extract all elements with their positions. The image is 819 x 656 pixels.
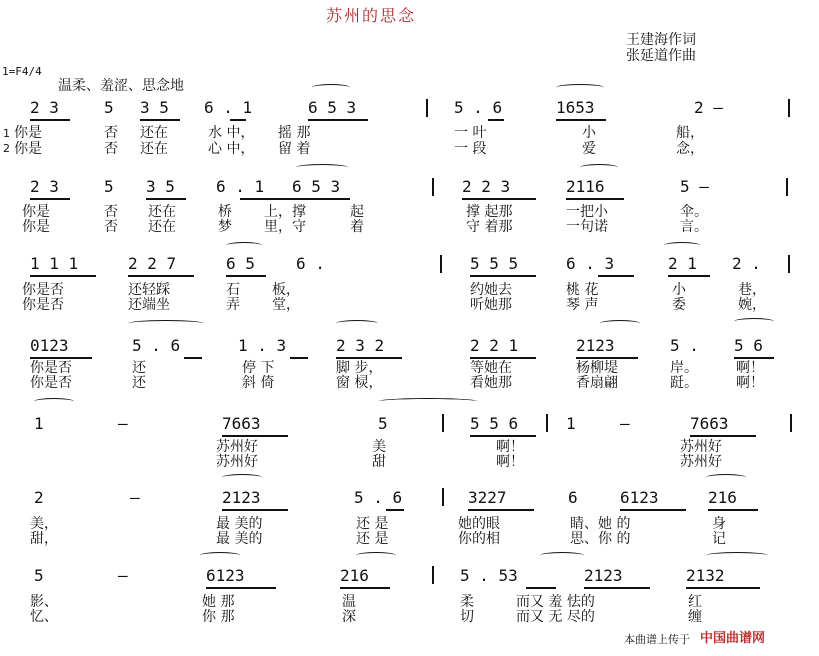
lyric: 还在 xyxy=(140,141,168,157)
lyric: 撑 起那 xyxy=(466,204,513,220)
lyric: 思、你 的 xyxy=(570,531,631,547)
note-group: — xyxy=(118,566,128,585)
lyric: 你是 xyxy=(14,125,42,141)
note-group: 5 xyxy=(378,414,388,433)
lyric: 你是否 xyxy=(22,282,64,298)
note-group: 6 5 3 xyxy=(308,98,357,117)
lyric: 还 xyxy=(132,360,146,376)
lyric: 你是 xyxy=(22,219,50,235)
lyric: 你 那 xyxy=(202,609,235,625)
lyric: 桥 xyxy=(218,204,232,220)
lyric: 念， xyxy=(676,141,704,157)
composer-credit: 张延道作曲 xyxy=(626,48,696,64)
lyric: 约她去 xyxy=(470,282,512,298)
barline xyxy=(788,99,790,117)
note-group: 6 5 xyxy=(226,254,255,273)
note-group: 2 3 2 xyxy=(336,336,385,355)
lyric: 忆、 xyxy=(30,609,58,625)
lyric: 睛、她 的 xyxy=(570,516,631,532)
barline xyxy=(546,414,548,432)
lyric: 小 xyxy=(582,125,596,141)
barline xyxy=(440,255,442,273)
lyric: 你是否 xyxy=(30,360,72,376)
note-group: 5 xyxy=(34,566,44,585)
lyric: 最 美的 xyxy=(216,531,263,547)
note-group: 3 5 xyxy=(146,177,175,196)
lyric: 你是 xyxy=(14,141,42,157)
lyric: 板， xyxy=(272,282,300,298)
lyric: 弄 xyxy=(226,297,240,313)
note-group: 7663 xyxy=(690,414,729,433)
note-group: 2123 xyxy=(576,336,615,355)
lyric: 深 xyxy=(342,609,356,625)
lyric: 甜， xyxy=(30,531,58,547)
lyric: 美 xyxy=(372,439,386,455)
lyric: 你是 xyxy=(22,204,50,220)
note-group: 3227 xyxy=(468,488,507,507)
lyric: 还在 xyxy=(140,125,168,141)
lyric: 美， xyxy=(30,516,58,532)
note-group: 216 xyxy=(340,566,369,585)
lyric: 起 xyxy=(350,204,364,220)
note-group: 6 . 1 xyxy=(216,177,265,196)
lyric: 跹。 xyxy=(670,375,698,391)
lyric: 里，守 xyxy=(264,219,306,235)
lyric: 啊！ xyxy=(736,360,764,376)
lyric: 温 xyxy=(342,594,356,610)
lyric: 记 xyxy=(712,531,726,547)
lyric: 心 中， xyxy=(208,141,255,157)
lyric: 你是否 xyxy=(30,375,72,391)
note-group: 2 3 xyxy=(30,98,59,117)
note-group: 6123 xyxy=(206,566,245,585)
lyric: 最 美的 xyxy=(216,516,263,532)
upload-note: 本曲谱上传于 xyxy=(624,633,690,646)
lyric: 委 xyxy=(672,297,686,313)
lyric: 船， xyxy=(676,125,704,141)
lyric: 你是否 xyxy=(22,297,64,313)
lyric: 桃 花 xyxy=(566,282,599,298)
note-group: 1 1 1 xyxy=(30,254,79,273)
lyric: 岸。 xyxy=(670,360,698,376)
lyric: 还 xyxy=(132,375,146,391)
note-group: 6123 xyxy=(620,488,659,507)
lyric: 而又 无 尽的 xyxy=(516,609,595,625)
lyric: 影、 xyxy=(30,594,58,610)
note-group: 2 xyxy=(34,488,44,507)
lyric: 还 是 xyxy=(356,531,389,547)
lyric: 摇 那 xyxy=(278,125,311,141)
lyric: 留 着 xyxy=(278,141,311,157)
note-group: 6 5 3 xyxy=(292,177,341,196)
lyric: 香扇翩 xyxy=(576,375,618,391)
note-group: 5 xyxy=(104,177,114,196)
note-group: 2 2 1 xyxy=(470,336,519,355)
lyric: 梦 xyxy=(218,219,232,235)
song-title: 苏州的思念 xyxy=(326,6,417,25)
note-group: 7663 xyxy=(222,414,261,433)
note-group: 216 xyxy=(708,488,737,507)
lyric: 巷， xyxy=(738,282,766,298)
lyric: 啊！ xyxy=(496,454,524,470)
lyric: 啊！ xyxy=(496,439,524,455)
lyric: 琴 声 xyxy=(566,297,599,313)
lyric: 言。 xyxy=(680,219,708,235)
lyricist-credit: 王建海作词 xyxy=(626,32,696,48)
note-group: 1 . 3 xyxy=(238,336,287,355)
lyric: 脚 步， xyxy=(336,360,383,376)
lyric: 水 中， xyxy=(208,125,255,141)
note-group: 6 . 1 xyxy=(204,98,253,117)
note-group: 2 — xyxy=(694,98,723,117)
lyric: 听她那 xyxy=(470,297,512,313)
lyric: 否 xyxy=(104,204,118,220)
note-group: 2123 xyxy=(584,566,623,585)
key-signature: 1=F4/4 xyxy=(2,65,42,78)
lyric: 苏州好 xyxy=(680,439,722,455)
lyric: 还 是 xyxy=(356,516,389,532)
lyric: 还端坐 xyxy=(128,297,170,313)
lyric: 一 叶 xyxy=(454,125,487,141)
note-group: 3 5 xyxy=(140,98,169,117)
lyric: 还在 xyxy=(148,204,176,220)
lyric: 苏州好 xyxy=(680,454,722,470)
note-group: 6 . xyxy=(296,254,325,273)
lyric: 窗 棂， xyxy=(336,375,383,391)
note-group: 5 . 6 xyxy=(454,98,503,117)
lyric: 啊！ xyxy=(736,375,764,391)
note-group: 5 5 6 xyxy=(470,414,519,433)
expression-marking: 温柔、羞涩、思念地 xyxy=(58,78,184,94)
lyric: 斜 倚 xyxy=(242,375,275,391)
note-group: 2 1 xyxy=(668,254,697,273)
lyric: 着 xyxy=(350,219,364,235)
lyric: 而又 羞 怯的 xyxy=(516,594,595,610)
note-group: 2 2 7 xyxy=(128,254,177,273)
note-group: 5 5 5 xyxy=(470,254,519,273)
note-group: 2 3 xyxy=(30,177,59,196)
note-group: 2116 xyxy=(566,177,605,196)
barline xyxy=(790,414,792,432)
note-group: 2 . xyxy=(732,254,761,273)
note-group: 0123 xyxy=(30,336,69,355)
lyric: 否 xyxy=(104,125,118,141)
note-group: 2132 xyxy=(686,566,725,585)
barline xyxy=(788,255,790,273)
note-group: 2 2 3 xyxy=(462,177,511,196)
barline xyxy=(426,99,428,117)
lyric: 看她那 xyxy=(470,375,512,391)
note-group: 5 — xyxy=(680,177,709,196)
note-group: 5 xyxy=(104,98,114,117)
note-group: 6 . 3 xyxy=(566,254,615,273)
note-group: 5 . xyxy=(670,336,699,355)
lyric: 否 xyxy=(104,219,118,235)
note-group: 5 6 xyxy=(734,336,763,355)
note-group: 5 . 53 xyxy=(460,566,518,585)
lyric: 还轻踩 xyxy=(128,282,170,298)
note-group: 5 . 6 xyxy=(132,336,181,355)
lyric: 缠 xyxy=(688,609,702,625)
lyric: 守 着那 xyxy=(466,219,513,235)
note-group: 1 xyxy=(566,414,576,433)
lyric: 否 xyxy=(104,141,118,157)
note-group: 1653 xyxy=(556,98,595,117)
lyric: 一把小 xyxy=(566,204,608,220)
lyric: 杨柳堤 xyxy=(576,360,618,376)
verse-number: 1 xyxy=(3,127,10,140)
verse-number: 2 xyxy=(3,142,10,155)
lyric: 柔 xyxy=(460,594,474,610)
lyric: 石 xyxy=(226,282,240,298)
lyric: 她的眼 xyxy=(458,516,500,532)
note-group: 6 xyxy=(568,488,578,507)
lyric: 一句诺 xyxy=(566,219,608,235)
note-group: 1 xyxy=(34,414,44,433)
lyric: 甜 xyxy=(372,454,386,470)
lyric: 爱 xyxy=(582,141,596,157)
note-group: — xyxy=(130,488,140,507)
lyric: 她 那 xyxy=(202,594,235,610)
lyric: 身 xyxy=(712,516,726,532)
note-group: — xyxy=(118,414,128,433)
barline xyxy=(442,488,444,506)
lyric: 上，撑 xyxy=(264,204,306,220)
lyric: 伞。 xyxy=(680,204,708,220)
barline xyxy=(432,566,434,584)
lyric: 婉， xyxy=(738,297,766,313)
lyric: 切 xyxy=(460,609,474,625)
lyric: 红 xyxy=(688,594,702,610)
note-group: 2123 xyxy=(222,488,261,507)
lyric: 停 下 xyxy=(242,360,275,376)
lyric: 堂， xyxy=(272,297,300,313)
lyric: 苏州好 xyxy=(216,454,258,470)
lyric: 小 xyxy=(672,282,686,298)
lyric: 苏州好 xyxy=(216,439,258,455)
note-group: 5 . 6 xyxy=(354,488,403,507)
note-group: — xyxy=(620,414,630,433)
barline xyxy=(786,178,788,196)
site-logo: 中国曲谱网 xyxy=(700,631,766,646)
lyric: 一 段 xyxy=(454,141,487,157)
barline xyxy=(442,414,444,432)
barline xyxy=(432,178,434,196)
lyric: 还在 xyxy=(148,219,176,235)
lyric: 等她在 xyxy=(470,360,512,376)
lyric: 你的相 xyxy=(458,531,500,547)
